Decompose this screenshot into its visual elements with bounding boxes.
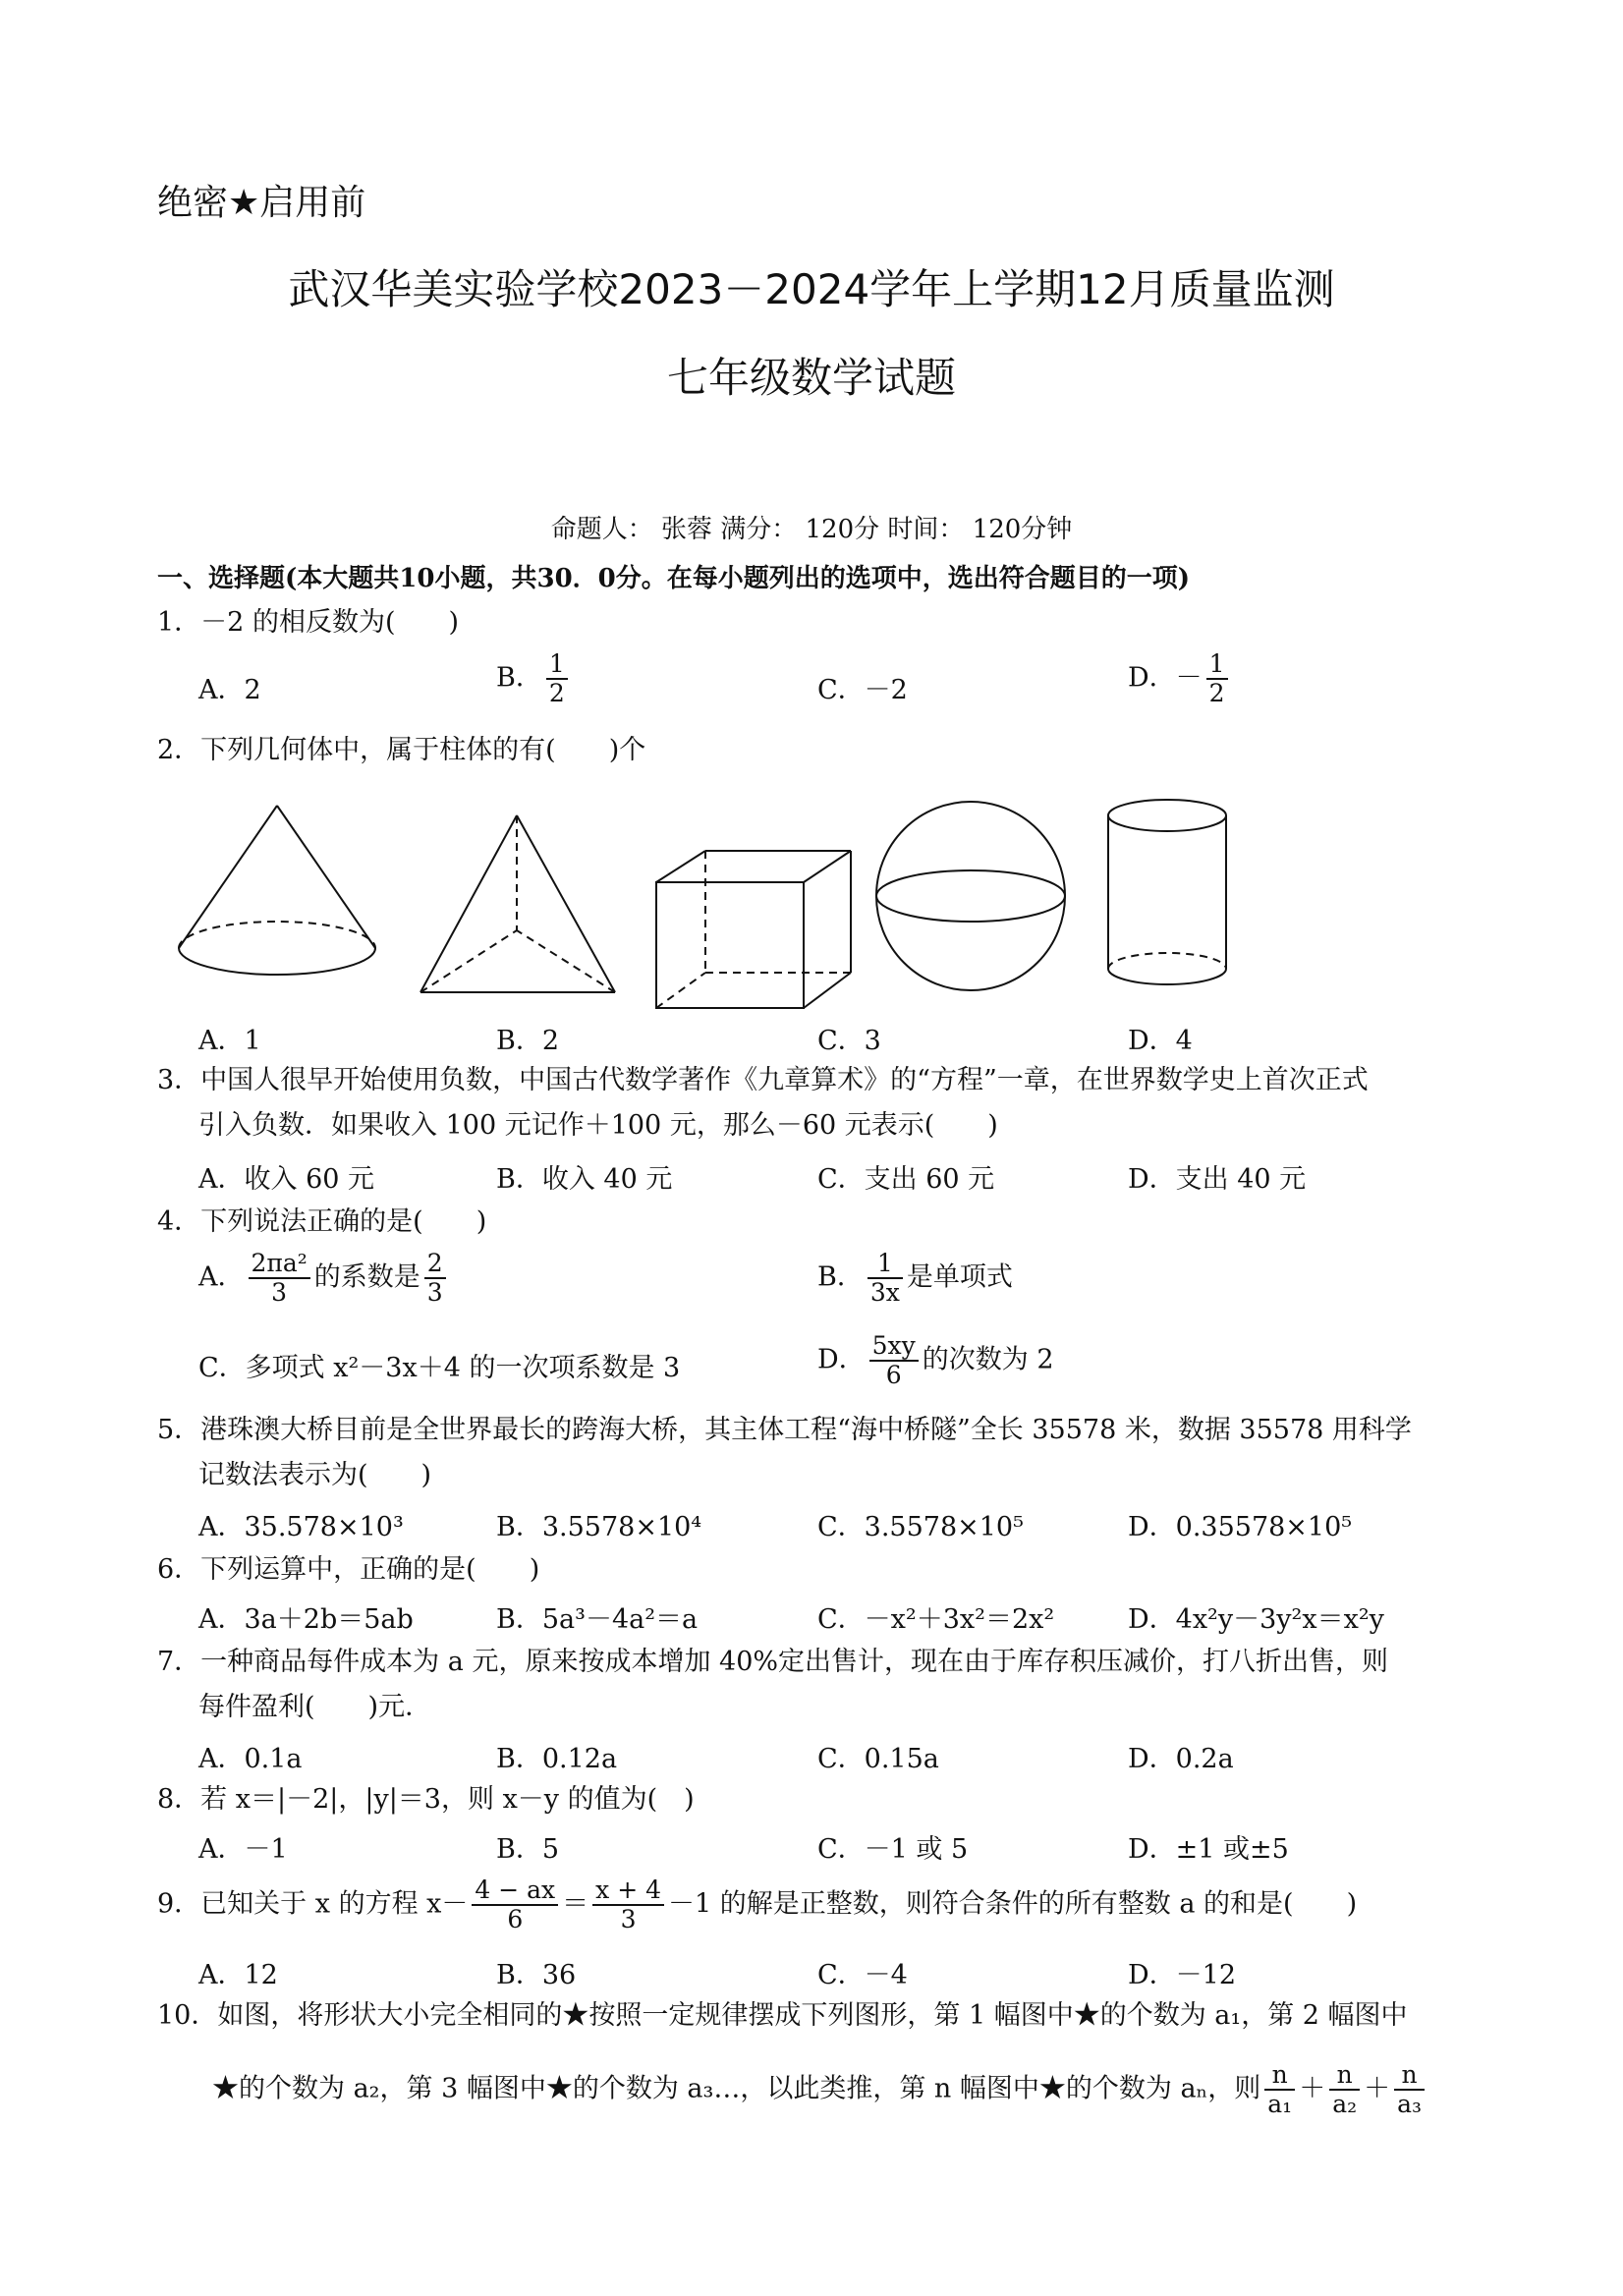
question-9-suffix: －1 的解是正整数，则符合条件的所有整数 a 的和是( ) <box>668 1888 1358 1920</box>
question-5-option-c: C．3.5578×10⁵ <box>817 1512 1024 1542</box>
question-2-option-b: B．2 <box>496 1026 560 1056</box>
denominator: a₁ <box>1267 2090 1293 2118</box>
author-line: 命题人： 张蓉 满分： 120分 时间： 120分钟 <box>550 515 1073 544</box>
sphere-equator-back <box>876 870 1065 896</box>
option-a-text: 的系数是 <box>313 1261 420 1293</box>
question-7-stem-line2: 每件盈利( )元． <box>198 1692 432 1722</box>
cylinder-base-back <box>1108 953 1226 969</box>
question-7-option-c: C．0.15a <box>817 1744 939 1774</box>
fraction <box>424 1250 446 1307</box>
denominator: 6 <box>507 1905 524 1933</box>
fraction <box>869 1332 919 1389</box>
sphere-outline <box>876 802 1065 990</box>
exam-subtitle: 七年级数学试题 <box>666 354 956 402</box>
question-2-option-c: C．3 <box>817 1026 881 1056</box>
denominator: 2 <box>1208 679 1225 707</box>
question-1-stem: 1．－2 的相反数为( ) <box>157 607 460 638</box>
exam-title: 武汉华美实验学校2023－2024学年上学期12月质量监测 <box>288 265 1335 313</box>
question-3-stem-line1: 3．中国人很早开始使用负数，中国古代数学著作《九章算术》的“方程”一章，在世界数学史上首次正式 <box>157 1065 1369 1095</box>
fraction <box>867 1250 903 1307</box>
cube-front-face <box>656 882 804 1008</box>
numerator: n <box>1329 2061 1360 2091</box>
question-5-option-d: D．0.35578×10⁵ <box>1128 1512 1353 1542</box>
question-3-option-a: A．收入 60 元 <box>198 1164 375 1195</box>
question-3-option-b: B．收入 40 元 <box>496 1164 673 1195</box>
option-b-label: B． <box>817 1261 864 1293</box>
question-6-option-d: D．4x²y－3y²x＝x²y <box>1128 1604 1384 1635</box>
denominator: 3x <box>869 1278 900 1307</box>
question-3-option-c: C．支出 60 元 <box>817 1164 995 1195</box>
cube-edge <box>804 851 851 882</box>
question-10-stem-line1: 10．如图，将形状大小完全相同的★按照一定规律摆成下列图形，第 1 幅图中★的个数为 a₁，第 2 幅图中 <box>157 2000 1408 2031</box>
fraction <box>1394 2061 1425 2118</box>
sphere-equator-front <box>876 896 1065 922</box>
cone-edge-right <box>277 806 375 948</box>
question-1-option-b <box>496 650 572 707</box>
fraction <box>546 650 568 707</box>
question-3-option-d: D．支出 40 元 <box>1128 1164 1307 1195</box>
cylinder-top <box>1108 800 1226 831</box>
fraction <box>249 1250 310 1307</box>
cube-hidden-edge <box>656 973 705 1008</box>
question-9-option-b: B．36 <box>496 1960 577 1990</box>
question-8-stem: 8．若 x＝|－2|，|y|＝3，则 x－y 的值为( ) <box>157 1784 695 1815</box>
pyramid-edge <box>517 815 615 992</box>
numerator: 1 <box>546 650 568 680</box>
cone-figure <box>167 801 383 997</box>
denominator: 2 <box>548 679 565 707</box>
plus-sign: ＋ <box>1299 2073 1326 2104</box>
denominator: 6 <box>885 1361 902 1389</box>
fraction <box>1329 2061 1360 2118</box>
question-6-stem: 6．下列运算中，正确的是( ) <box>157 1554 540 1585</box>
numerator: n <box>1264 2061 1295 2091</box>
question-8-option-d: D．±1 或±5 <box>1128 1834 1289 1865</box>
question-9-option-c: C．－4 <box>817 1960 908 1990</box>
question-7-option-a: A．0.1a <box>198 1744 303 1774</box>
question-4-stem: 4．下列说法正确的是( ) <box>157 1206 487 1237</box>
denominator: 3 <box>426 1278 443 1307</box>
question-9-option-a: A．12 <box>198 1960 278 1990</box>
question-9-prefix: 9．已知关于 x 的方程 x－ <box>157 1888 469 1920</box>
question-1-option-d <box>1128 650 1232 707</box>
cube-edge <box>804 973 851 1008</box>
question-7-option-b: B．0.12a <box>496 1744 618 1774</box>
pyramid-figure <box>411 806 627 1002</box>
question-6-option-c: C．－x²＋3x²＝2x² <box>817 1604 1055 1635</box>
numerator: 5xy <box>869 1332 919 1362</box>
question-2-option-d: D．4 <box>1128 1026 1193 1056</box>
sphere-figure <box>868 794 1075 1000</box>
question-8-option-b: B．5 <box>496 1834 560 1865</box>
numerator: n <box>1394 2061 1425 2091</box>
denominator: 3 <box>620 1905 637 1933</box>
section-heading: 一、选择题(本大题共10小题，共30．0分。在每小题列出的选项中，选出符合题目的一项) <box>157 564 1191 593</box>
numerator: x + 4 <box>592 1876 664 1906</box>
pyramid-hidden-edge <box>420 930 517 992</box>
question-4-option-b <box>817 1250 1013 1307</box>
question-6-option-a: A．3a＋2b＝5ab <box>198 1604 414 1635</box>
question-9-option-d: D．－12 <box>1128 1960 1237 1990</box>
cube-edge <box>656 851 705 882</box>
denominator: a₂ <box>1332 2090 1358 2118</box>
pyramid-hidden-edge <box>517 930 615 992</box>
question-9-stem <box>157 1876 1357 1933</box>
question-5-stem-line1: 5．港珠澳大桥目前是全世界最长的跨海大桥，其主体工程“海中桥隧”全长 35578 米，数据 35578 用科学 <box>157 1415 1412 1445</box>
pyramid-edge <box>420 815 517 992</box>
option-d-label: D．－ <box>1128 662 1203 694</box>
question-8-option-c: C．－1 或 5 <box>817 1834 969 1865</box>
cone-edge-left <box>179 806 277 948</box>
option-b-label: B． <box>496 662 542 694</box>
cone-base-front <box>179 948 375 975</box>
equals-sign: ＝ <box>562 1888 589 1920</box>
question-5-option-a: A．35.578×10³ <box>198 1512 404 1542</box>
option-b-text: 是单项式 <box>906 1261 1013 1293</box>
fraction <box>1264 2061 1295 2118</box>
fraction <box>472 1876 558 1933</box>
fraction <box>592 1876 664 1933</box>
numerator: 2πa² <box>249 1250 310 1279</box>
option-a-label: A． <box>198 1261 245 1293</box>
numerator: 1 <box>1206 650 1228 680</box>
question-2-stem: 2．下列几何体中，属于柱体的有( )个 <box>157 735 646 765</box>
plus-sign: ＋ <box>1364 2073 1391 2104</box>
question-4-option-c: C．多项式 x²－3x＋4 的一次项系数是 3 <box>198 1353 681 1383</box>
question-10-stem-line2 <box>212 2061 1428 2118</box>
numerator: 1 <box>867 1250 903 1279</box>
option-d-label: D． <box>817 1344 866 1375</box>
fraction <box>1206 650 1228 707</box>
cube-figure <box>650 847 857 1014</box>
question-10-text: ★的个数为 a₂，第 3 幅图中★的个数为 a₃…，以此类推，第 n 幅图中★的个数为 aₙ，则 <box>212 2073 1261 2104</box>
question-3-stem-line2: 引入负数．如果收入 100 元记作＋100 元，那么－60 元表示( ) <box>198 1110 998 1141</box>
question-8-option-a: A．－1 <box>198 1834 288 1865</box>
cylinder-base-front <box>1108 969 1226 984</box>
denominator: a₃ <box>1397 2090 1423 2118</box>
numerator: 2 <box>424 1250 446 1279</box>
question-5-option-b: B．3.5578×10⁴ <box>496 1512 702 1542</box>
question-2-option-a: A．1 <box>198 1026 261 1056</box>
question-5-stem-line2: 记数法表示为( ) <box>198 1460 432 1490</box>
cylinder-figure <box>1102 794 1240 1000</box>
question-1-option-a: A．2 <box>198 675 261 705</box>
confidential-mark: 绝密★启用前 <box>157 183 366 223</box>
question-4-option-d <box>817 1332 1054 1389</box>
denominator: 3 <box>271 1278 288 1307</box>
question-1-option-c: C．－2 <box>817 675 908 705</box>
question-7-option-d: D．0.2a <box>1128 1744 1234 1774</box>
numerator: 4 − ax <box>472 1876 558 1906</box>
question-6-option-b: B．5a³－4a²＝a <box>496 1604 699 1635</box>
option-d-text: 的次数为 2 <box>922 1344 1054 1375</box>
question-7-stem-line1: 7．一种商品每件成本为 a 元，原来按成本增加 40%定出售计，现在由于库存积压减价，打八折出售，则 <box>157 1647 1389 1677</box>
cone-base-back <box>179 922 375 948</box>
question-4-option-a <box>198 1250 450 1307</box>
